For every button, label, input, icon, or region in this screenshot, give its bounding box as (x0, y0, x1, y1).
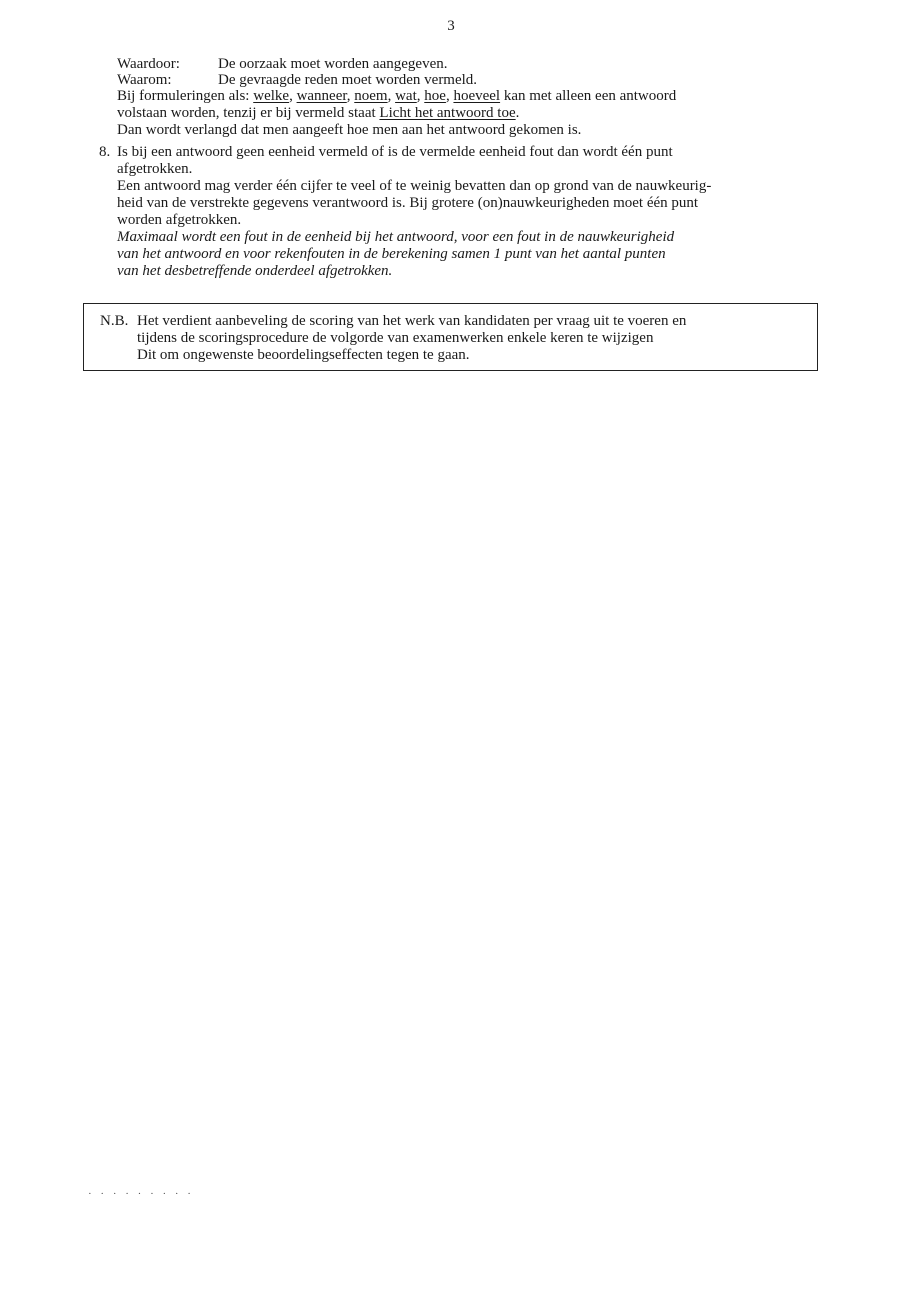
definition-term: Waarom: (117, 72, 172, 88)
formulering-prefix: Bij formuleringen als: (117, 88, 254, 104)
definition-waarom (117, 72, 477, 89)
rule-line: Is bij een antwoord geen eenheid vermeld of is de vermelde eenheid fout dan wordt één punt (117, 144, 673, 160)
formulering-line-1: Bij formuleringen als: welke, wanneer, noem, wat, hoe, hoeveel kan met alleen een antwoord (117, 88, 677, 104)
formulering-line-2 (117, 105, 519, 122)
keyword: hoe (424, 88, 446, 104)
formulering-suffix: . (515, 105, 520, 121)
nb-line: Dit om ongewenste beoordelingseffecten tegen te gaan. (137, 347, 470, 363)
keyword: noem (354, 88, 388, 104)
formulering-line-3: Dan wordt verlangd dat men aangeeft hoe men aan het antwoord gekomen is. (117, 122, 582, 138)
keyword: hoeveel (453, 88, 501, 104)
page-number: 3 (447, 18, 455, 34)
rule-line: heid van de verstrekte gegevens verantwoord is. Bij grotere (on)nauwkeurigheden moet één punt (117, 195, 699, 211)
rule-line: afgetrokken. (117, 161, 193, 177)
rule-italic-line: van het desbetreffende onderdeel afgetrokken. (117, 263, 393, 279)
nb-line: tijdens de scoringsprocedure de volgorde van examenwerken enkele keren te wijzigen (137, 330, 654, 346)
keyword: welke (253, 88, 290, 104)
rule-italic-line: van het antwoord en voor rekenfouten in de berekening samen 1 punt van het aantal punten (117, 246, 666, 262)
rule-italic-line: Maximaal wordt een fout in de eenheid bij het antwoord, voor een fout in de nauwkeurigheid (117, 229, 675, 245)
formulering-suffix: kan met alleen een antwoord (500, 88, 677, 104)
definition-text: De gevraagde reden moet worden vermeld. (218, 72, 478, 88)
rule-number: 8. (99, 144, 111, 160)
keyword: wat (395, 88, 417, 104)
footer-mark: · · · · · · · · · (88, 1188, 194, 1200)
definition-term: Waardoor: (117, 56, 180, 72)
definition-waardoor (117, 56, 447, 73)
formulering-prefix: volstaan worden, tenzij er bij vermeld staat (117, 105, 380, 121)
rule-line: worden afgetrokken. (117, 212, 242, 228)
emphasis-phrase: Licht het antwoord toe (379, 105, 516, 121)
nb-line: Het verdient aanbeveling de scoring van het werk van kandidaten per vraag uit te voeren en (137, 313, 687, 329)
rule-line: Een antwoord mag verder één cijfer te veel of te weinig bevatten dan op grond van de nauwkeurig- (117, 178, 712, 194)
keyword: wanneer (296, 88, 347, 104)
definition-text: De oorzaak moet worden aangegeven. (218, 56, 448, 72)
nb-label: N.B. (100, 313, 129, 329)
